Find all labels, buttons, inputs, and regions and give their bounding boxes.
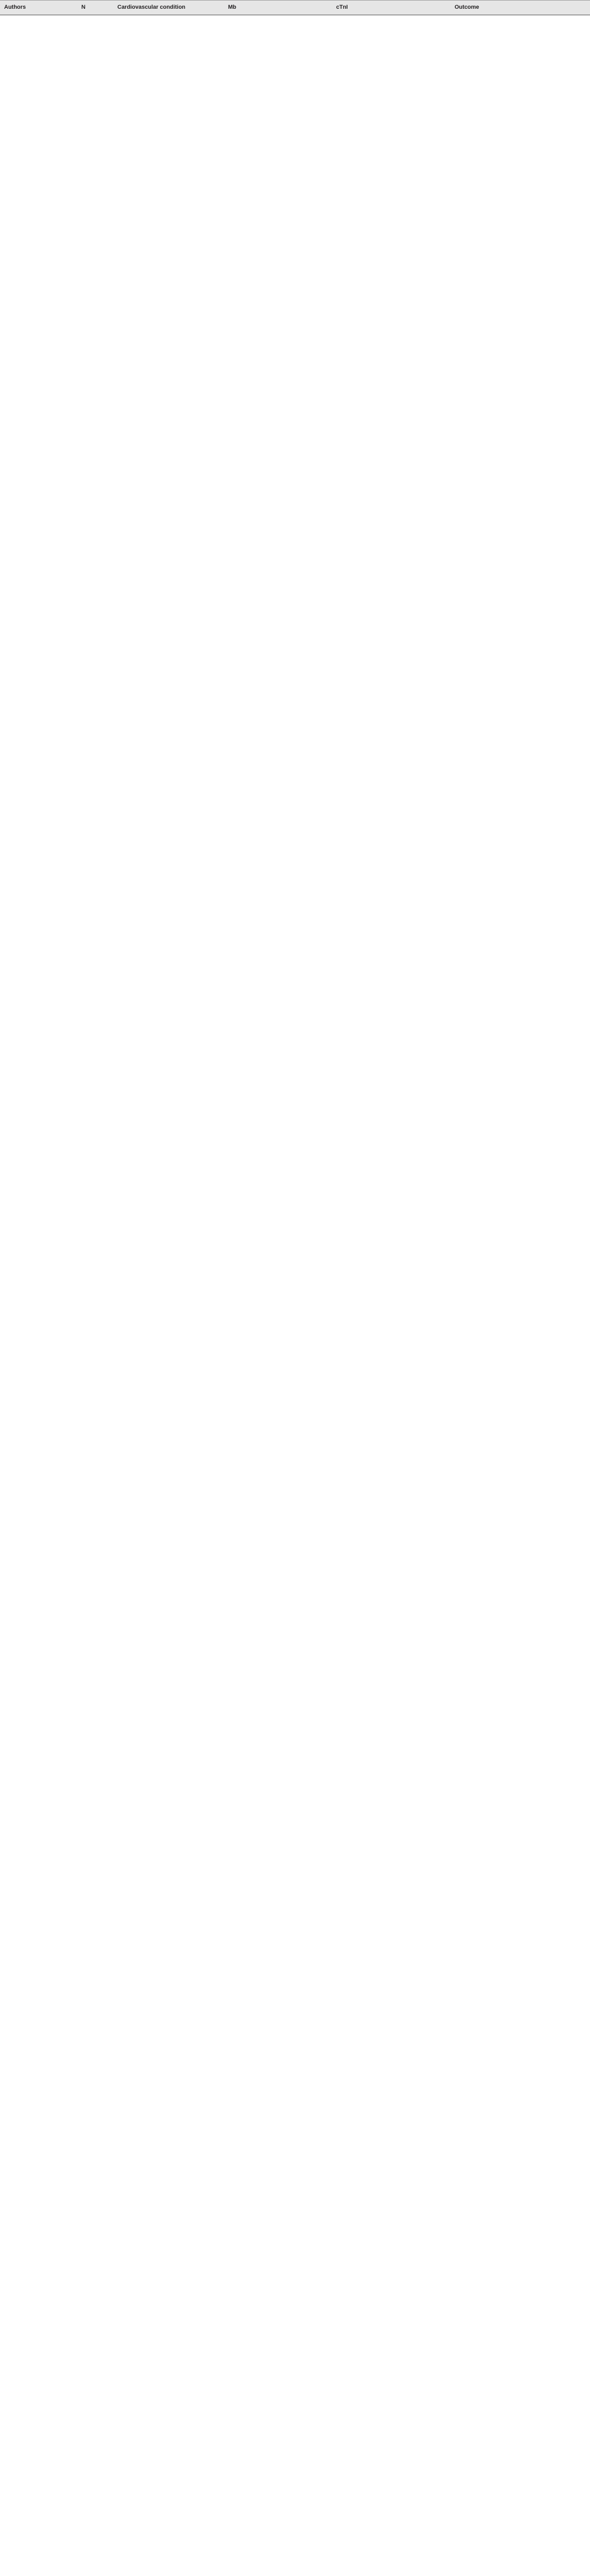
page [0, 0, 590, 31]
column-header-n: N [81, 4, 85, 10]
studies-table [0, 0, 590, 15]
table-footnote [0, 15, 590, 19]
column-header-authors: Authors [4, 4, 26, 10]
table-header [0, 1, 590, 15]
column-header-outcome: Outcome [455, 4, 479, 10]
table-header-row [0, 1, 590, 15]
column-header-ctni: cTnI [336, 4, 348, 10]
column-header-mb: Mb [228, 4, 236, 10]
column-header-cardiovascular-condition: Cardiovascular condition [117, 4, 186, 10]
